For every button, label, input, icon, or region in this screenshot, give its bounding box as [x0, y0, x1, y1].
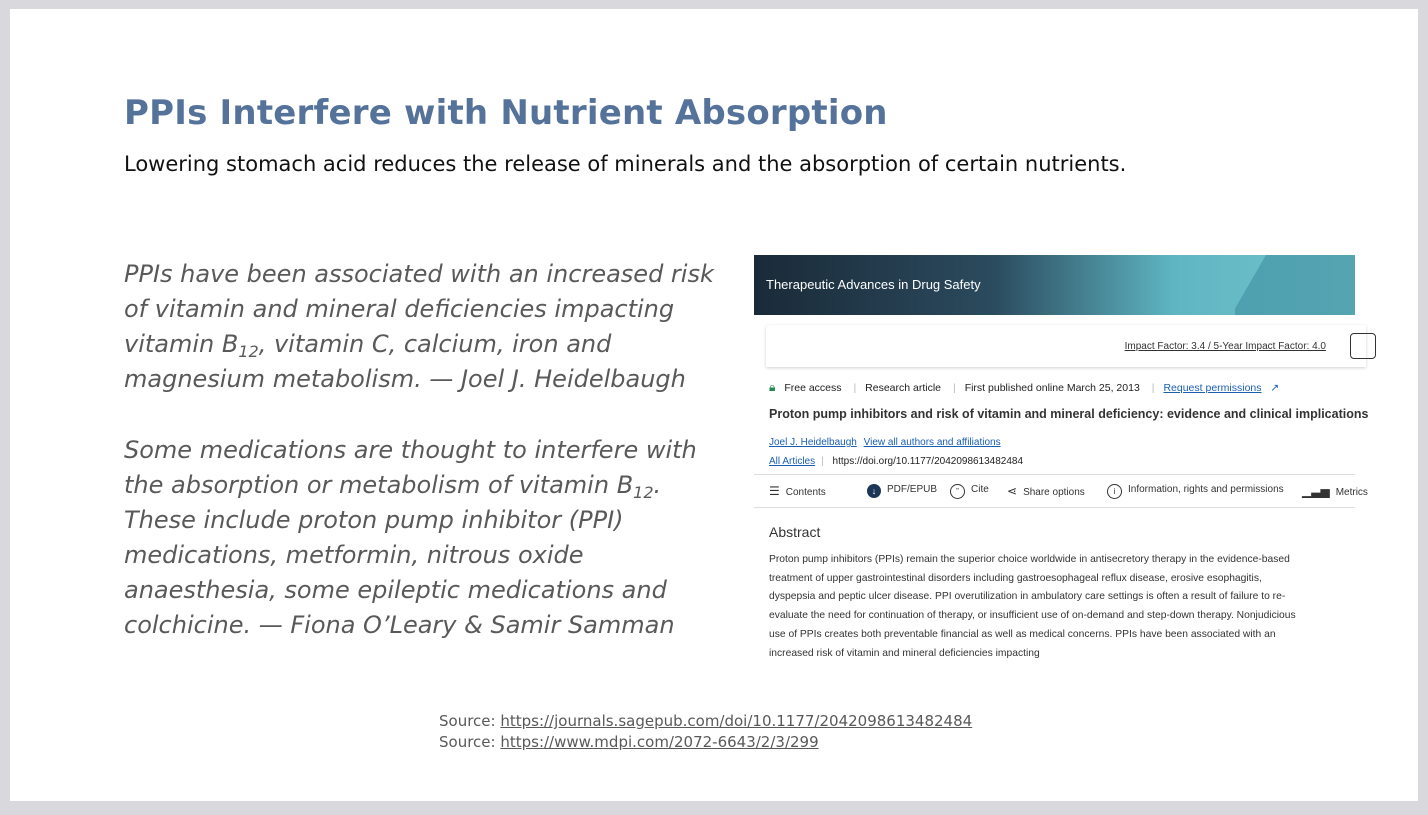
menu-icon: ☰ [769, 484, 780, 498]
quote-oleary-samman [124, 433, 714, 643]
download-icon: ↓ [867, 484, 881, 498]
info-button[interactable] [1107, 484, 1284, 499]
source-line [439, 732, 972, 753]
lock-icon: 🔒︎ [769, 380, 776, 394]
source-link[interactable]: https://journals.sagepub.com/doi/10.1177/2042098613482484 [500, 712, 973, 730]
cite-button[interactable] [950, 484, 989, 499]
request-permissions-link[interactable]: Request permissions [1163, 382, 1262, 394]
share-button[interactable] [1007, 484, 1085, 498]
external-link-icon: ↗ [1270, 382, 1280, 394]
pdf-button[interactable] [867, 484, 937, 498]
published-date: First published online March 25, 2013 [964, 382, 1140, 394]
doi-row [769, 456, 1023, 467]
slide-title: PPIs Interfere with Nutrient Absorption [124, 93, 888, 133]
quote-text: , vitamin C, calcium, iron and magnesium metabolism. — Joel J. Heidelbaugh [124, 330, 686, 393]
metrics-label: Metrics [1335, 487, 1368, 498]
contents-label: Contents [785, 487, 826, 498]
impact-factor-link[interactable]: Impact Factor: 3.4 / 5-Year Impact Factor: 4.0 [1124, 341, 1326, 352]
quote-icon: ” [950, 484, 965, 499]
source-label: Source: [439, 733, 501, 751]
bar-chart-icon: ▁▃▅ [1302, 484, 1330, 498]
article-type-label: Research article [865, 382, 942, 394]
share-label: Share options [1023, 487, 1085, 498]
info-label: Information, rights and permissions [1128, 484, 1284, 495]
divider: | [821, 456, 824, 467]
sources [439, 711, 972, 753]
info-icon: i [1107, 484, 1122, 499]
quote-text: PPIs have been associated with an increased risk of vitamin and mineral deficiencies impacting vitamin B [124, 260, 714, 358]
author-link[interactable]: Joel J. Heidelbaugh [769, 437, 857, 448]
impact-factor-box [766, 325, 1366, 367]
slide-subtitle: Lowering stomach acid reduces the release of minerals and the absorption of certain nutrients. [124, 152, 1127, 176]
quote-heidelbaugh [124, 257, 714, 397]
subscript: 12 [238, 342, 259, 361]
abstract-text: Proton pump inhibitors (PPIs) remain the superior choice worldwide in antisecretory therapy in the evidence-based treatment of upper gastrointestinal disorders including gastroesophageal reflux disease, erosive esophagitis, dyspepsia and peptic ulcer disease. PPI overutilization in ambulatory care settings is often a result of failure to re-evaluate the need for continuation of therapy, or insufficient use of on-demand and step-down therapy. Nonjudicious use of PPIs creates both preventable financial as well as medical concerns. PPIs have been associated with an increased risk of vitamin and mineral deficiencies impacting [769, 554, 1296, 659]
authors-row [769, 437, 1001, 448]
subscript: 12 [633, 483, 654, 502]
article-screenshot [754, 255, 1369, 660]
divider: | [1151, 382, 1155, 394]
cite-label: Cite [971, 484, 989, 495]
journal-name: Therapeutic Advances in Drug Safety [766, 277, 981, 292]
source-label: Source: [439, 712, 501, 730]
journal-banner [754, 255, 1355, 315]
pdf-label: PDF/EPUB [887, 484, 938, 495]
source-line [439, 711, 972, 732]
quote-text: Some medications are thought to interfere with the absorption or metabolism of vitamin B [124, 436, 697, 499]
article-meta [769, 380, 1285, 395]
article-toolbar [754, 474, 1368, 508]
metrics-button[interactable] [1302, 484, 1368, 498]
abstract-heading: Abstract [769, 524, 821, 540]
quote-text: . These include proton pump inhibitor (PPI) medications, metformin, nitrous oxide anaesthesia, some epileptic medications and colchicine. — Fiona O’Leary & Samir Samman [124, 471, 675, 639]
all-articles-link[interactable]: All Articles [769, 456, 816, 467]
view-authors-link[interactable]: View all authors and affiliations [863, 437, 1001, 448]
journal-menu-button[interactable] [1350, 333, 1376, 359]
contents-button[interactable] [769, 484, 826, 498]
source-link[interactable]: https://www.mdpi.com/2072-6643/2/3/299 [500, 733, 819, 751]
share-icon: ⋖ [1007, 484, 1018, 498]
article-title: Proton pump inhibitors and risk of vitamin and mineral deficiency: evidence and clinical implications [769, 407, 1369, 421]
banner-decoration [1235, 255, 1355, 315]
divider: | [853, 382, 857, 394]
free-access-label: Free access [784, 382, 842, 394]
doi-text: https://doi.org/10.1177/2042098613482484 [832, 456, 1024, 467]
slide [10, 9, 1418, 801]
divider: | [953, 382, 956, 394]
